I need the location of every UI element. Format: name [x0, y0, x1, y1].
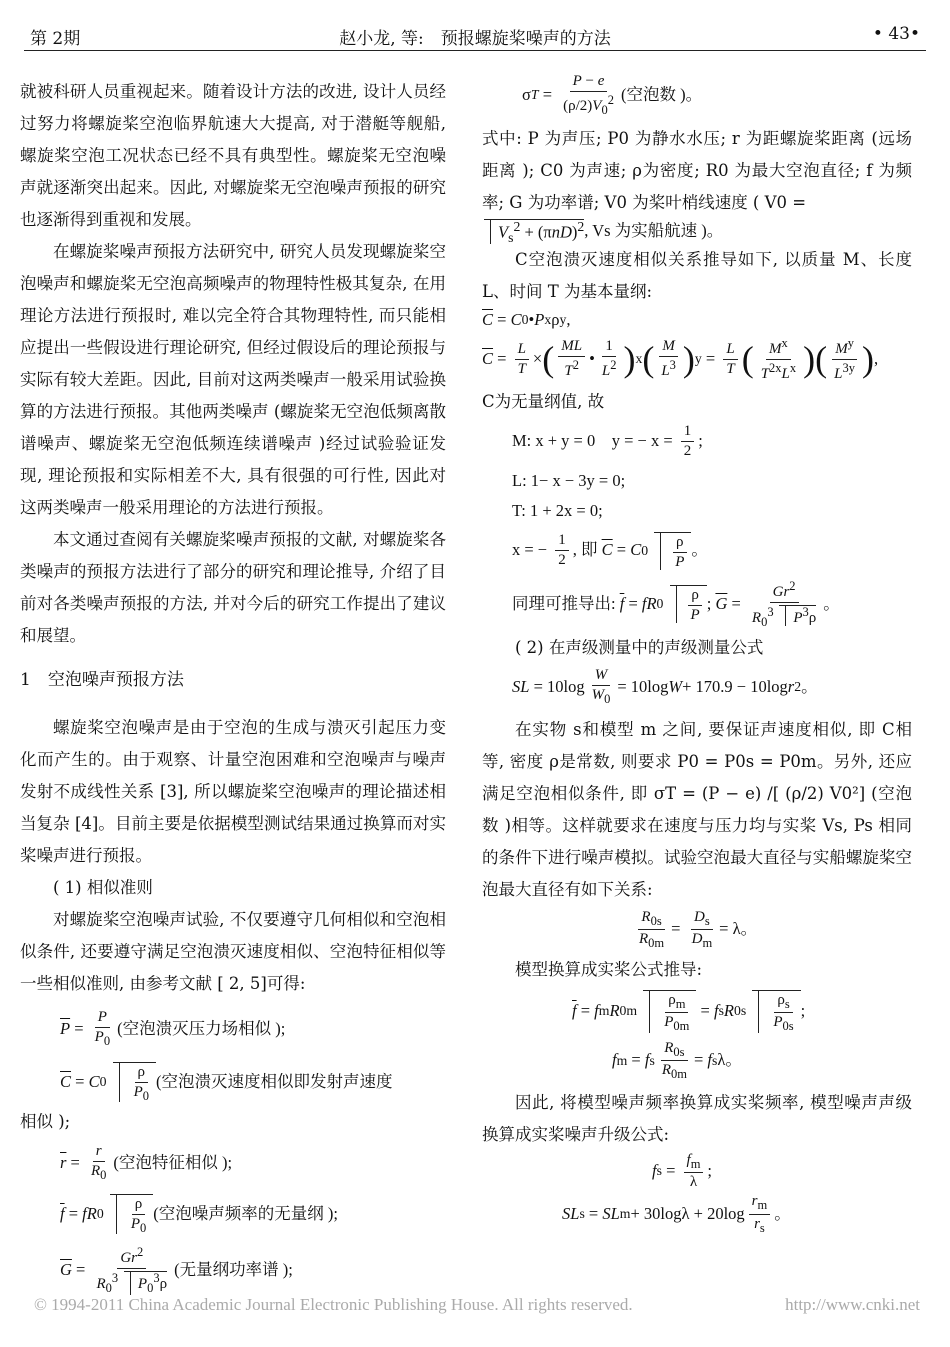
- equation-tip-speed: $V_s^2 + (\pi nD)^2$ , Vs 为实船航速 )。: [482, 219, 912, 245]
- paragraph: 本文通过查阅有关螺旋桨噪声预报的文献, 对螺旋桨各类噪声的预报方法进行了部分的研究和理论推导, 介绍了目前对各类噪声预报的方法, 并对今后的研究工作提出了建议和展望。: [20, 530, 446, 645]
- subheading: ( 2) 在声级测量中的声级测量公式: [515, 638, 764, 658]
- equation-sound-level: SL = 10log W $W_0$ = 10log W + 170.9 − 10log r 2 。: [512, 667, 818, 707]
- equation-velocity: $\overline{C}$ = C 0 $\frac{\rho}{P_0}$ (空泡溃灭速度相似即发射声速度: [60, 1063, 393, 1103]
- paragraph: 螺旋桨空泡噪声是由于空泡的生成与溃灭引起压力变化而产生的。由于观察、计量空泡困难和空泡噪声与噪声发射不成线性关系 [3], 所以螺旋桨空泡噪声的理论描述相当复杂 [4]。目前主要是依据模型测试结果通过换算而对实桨噪声进行预报。: [20, 718, 446, 865]
- equation-mass: M: x + y = 0 y = − x = $\frac{1}{2}$ ;: [512, 422, 703, 459]
- equation-spectrum: $\overline{G}$ = Gr$^2$ $R_0^3$ $P_0^3\rho$ (无量纲功率谱 );: [60, 1245, 293, 1295]
- cnki-link[interactable]: http://www.cnki.net: [785, 1295, 920, 1314]
- right-column: [482, 73, 912, 1238]
- equation-x: x = − $\frac{1}{2}$ , 即 $\overline{C}$ = C 0 $\frac{\rho}{P}$ 。: [512, 532, 708, 570]
- section-heading: 1 空泡噪声预报方法: [20, 670, 184, 690]
- equation-fs: f s = $f_m$ λ ;: [652, 1151, 713, 1191]
- copyright-footer: [34, 1295, 920, 1315]
- equation-pressure: $\overline{P}$ = P $P_0$ (空泡溃灭压力场相似 );: [60, 1009, 286, 1048]
- paragraph: C空泡溃灭速度相似关系推导如下, 以质量 M、长度 L、时间 T 为基本量纲:: [482, 250, 912, 302]
- equation-freq-conversion: $\overline{f}$ = f m R 0m $\frac{\rho_m}{P_{0m}}$ = f s R 0s $\frac{\rho_s}{P_{0s}}$ ;: [572, 991, 806, 1034]
- paragraph: C为无量纲值, 故: [482, 391, 605, 411]
- equation-cavitation-number: σ T = P − e $(\rho/2)V_0^2$ (空泡数 )。: [522, 73, 703, 117]
- copyright-text: © 1994-2011 China Academic Journal Electronic Publishing House. All rights reserved.: [34, 1295, 633, 1314]
- equation-time: T: 1 + 2x = 0;: [512, 501, 603, 521]
- paragraph: 相似 );: [20, 1112, 71, 1131]
- equation-ratio: $R_{0s}$ $R_{0m}$ = $D_s$ $D_m$ = λ。: [639, 908, 758, 951]
- equation-fm: f m = f s $R_{0s}$ $R_{0m}$ = f s λ。: [612, 1039, 742, 1082]
- paragraph: 对螺旋桨空泡噪声试验, 不仅要遵守几何相似和空泡相似条件, 还要遵守满足空泡溃灭速度相似、空泡特征相似等一些相似准则, 由参考文献 [ 2, 5]可得:: [20, 910, 446, 993]
- issue-number: 第 2期: [30, 29, 81, 49]
- page-number: • 43•: [872, 24, 920, 44]
- equation-dimension-expanded: $\overline{C}$ = L T × ( ML $T^2$ • 1 $L^2$ ) x ( M $L^3$ ) y = L T ( $M^x$ $T^{2x}L^x$ ) ( $M^y$ $L^{3y}$ ) ,: [482, 335, 879, 382]
- equation-derived: 同理可推导出: $\overline{f}$ = fR 0 $\frac{\rho}{P}$ ; $\overline{G}$ = Gr$^2$ $R_0^3$ $P^3\rho$ 。: [512, 578, 840, 629]
- page-header: [24, 10, 926, 51]
- equation-radius: $\overline{r}$ = r $R_0$ (空泡特征相似 );: [60, 1143, 233, 1182]
- paragraph: 式中: P 为声压; P0 为静水水压; r 为距螺旋桨距离 (远场距离 ); C0 为声速; ρ为密度; R0 为最大空泡直径; f 为频率; G 为功率谱; V0 为桨叶梢线速度 ( V0 =: [482, 128, 912, 212]
- paragraph: 模型换算成实桨公式推导:: [515, 959, 703, 979]
- paragraph: 就被科研人员重视起来。随着设计方法的改进, 设计人员经过努力将螺旋桨空泡临界航速大大提高, 对于潜艇等舰船, 螺旋桨空泡工况状态已经不具有典型性。螺旋桨无空泡噪声就逐渐突出起来。因此, 对螺旋桨无空泡噪声预报的研究也逐渐得到重视和发展。: [20, 82, 446, 229]
- subheading: ( 1) 相似准则: [53, 878, 153, 897]
- equation-sl-conversion: SL s = SL m + 30logλ + 20log $r_m$ $r_s$ 。: [562, 1193, 791, 1235]
- paragraph: 在实物 s和模型 m 之间, 要保证声速度相似, 即 C相等, 密度 ρ是常数, 则要求 P0 = P0s = P0m。另外, 还应满足空泡相似条件, 即 σT = (P − e) /[ (ρ/2) V0²] (空泡数 )相等。这样就要求在速度与压力均与实桨 Vs, Ps 相同的条件下进行噪声模拟。试验空泡最大直径与实船螺旋桨空泡最大直径有如下关系:: [482, 719, 912, 899]
- equation-frequency: $\overline{f}$ = fR 0 $\frac{\rho}{P_0}$ (空泡噪声频率的无量纲 );: [60, 1195, 338, 1235]
- paragraph: 因此, 将模型噪声频率换算成实桨频率, 模型噪声声级换算成实桨噪声升级公式:: [482, 1092, 912, 1144]
- paragraph: 在螺旋桨噪声预报方法研究中, 研究人员发现螺旋桨空泡噪声和螺旋桨无空泡高频噪声的物理特性极其复杂, 在用理论方法进行预报时, 难以完全符合其物理特性, 而只能相应提出一些假设进行理论研究, 但经过假设后的理论预报与实际有较大差距。因此, 目前对这两类噪声一般采用试验换算的方法进行预报。其他两类噪声 (螺旋桨无空泡低频离散谱噪声、螺旋桨无空泡低频连续谱噪声 )经过试验验证发现, 理论预报和实际相差不大, 具有很强的可行性, 因此对这两类噪声一般采用理论的方法进行预报。: [20, 242, 446, 517]
- equation-dimension: $\overline{C}$ = C 0 • P x ρ y ,: [482, 310, 571, 330]
- running-title: 赵小龙, 等: 预报螺旋桨噪声的方法: [339, 29, 611, 49]
- left-column: [20, 76, 446, 1299]
- equation-length: L: 1− x − 3y = 0;: [512, 470, 626, 490]
